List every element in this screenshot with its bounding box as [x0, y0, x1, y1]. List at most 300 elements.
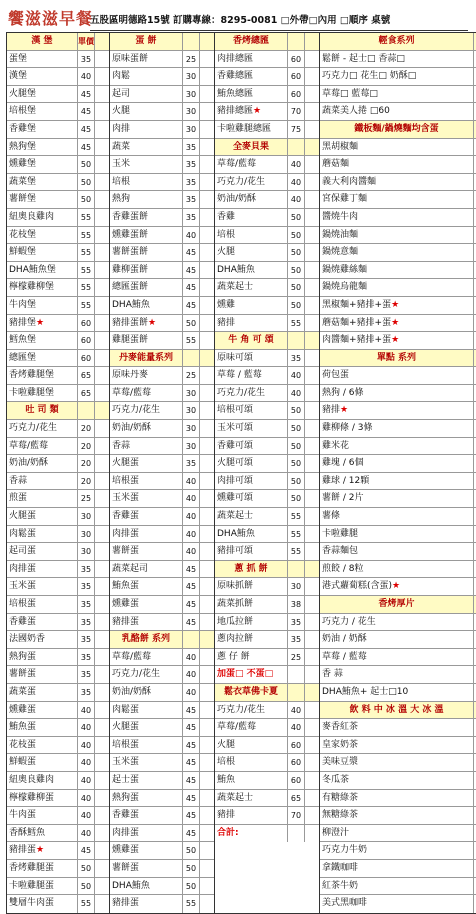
qty-box[interactable]	[199, 297, 214, 314]
menu-item	[7, 244, 109, 262]
qty-box[interactable]	[94, 649, 109, 666]
qty-box[interactable]	[94, 666, 109, 683]
qty-box[interactable]	[304, 385, 319, 402]
qty-box[interactable]	[94, 878, 109, 895]
item-price: 35	[182, 191, 199, 208]
qty-box[interactable]	[199, 666, 214, 683]
qty-box[interactable]	[94, 860, 109, 877]
item-name: 花枝堡	[9, 229, 37, 240]
item-name: 奶油/奶酥	[112, 423, 152, 434]
item-price: 55	[287, 543, 304, 560]
item-price: 60	[287, 754, 304, 771]
qty-box[interactable]	[94, 754, 109, 771]
qty-box[interactable]	[304, 526, 319, 543]
qty-box[interactable]	[304, 719, 319, 736]
qty-box[interactable]	[94, 209, 109, 226]
section-title: 香烤總匯	[232, 36, 269, 46]
qty-box[interactable]	[304, 737, 319, 754]
menu-item	[320, 490, 476, 508]
qty-box[interactable]	[94, 174, 109, 191]
qty-box[interactable]	[304, 227, 319, 244]
qty-box[interactable]	[94, 103, 109, 120]
item-price: 60	[287, 737, 304, 754]
qty-box[interactable]	[304, 614, 319, 631]
item-name: 醬燒牛肉	[322, 211, 359, 222]
item-name: 巧克力 / 花生	[322, 616, 376, 627]
qty-box[interactable]	[94, 51, 109, 68]
item-price: 35	[77, 684, 94, 701]
item-name: 草莓□ 藍莓□	[322, 88, 378, 99]
menu-item	[215, 420, 319, 438]
item-price: 40	[77, 719, 94, 736]
section-title: 飲 料 中 冰 溫 大 冰 溫	[349, 704, 444, 715]
qty-box[interactable]	[304, 51, 319, 68]
menu-item	[110, 156, 214, 174]
qty-box[interactable]	[199, 332, 214, 349]
qty-box[interactable]	[94, 737, 109, 754]
qty-box[interactable]	[304, 438, 319, 455]
item-price: 50	[287, 420, 304, 437]
qty-box[interactable]	[199, 209, 214, 226]
qty-box[interactable]	[94, 596, 109, 613]
qty-box[interactable]	[304, 508, 319, 525]
menu-item	[110, 490, 214, 508]
qty-box[interactable]	[94, 438, 109, 455]
qty-box[interactable]	[304, 191, 319, 208]
qty-box[interactable]	[94, 33, 109, 50]
qty-box[interactable]	[94, 156, 109, 173]
menu-item	[320, 367, 476, 385]
menu-item	[110, 297, 214, 315]
menu-item	[215, 455, 319, 473]
qty-box[interactable]	[304, 156, 319, 173]
item-name: 草莓 / 藍莓	[217, 370, 262, 381]
qty-box[interactable]	[199, 578, 214, 595]
qty-box[interactable]	[94, 350, 109, 367]
item-name: 紐奧良雞肉	[9, 774, 55, 785]
item-name: 香雞蛋	[9, 616, 37, 627]
qty-box[interactable]	[199, 315, 214, 332]
qty-box[interactable]	[199, 350, 214, 367]
qty-box[interactable]	[304, 33, 319, 50]
section-title: 香烤厚片	[378, 599, 415, 609]
qty-box[interactable]	[304, 543, 319, 560]
menu-item	[215, 631, 319, 649]
star-icon: ★	[36, 845, 45, 856]
menu-item	[320, 262, 476, 280]
item-name: 鍋燒意麵	[322, 247, 359, 258]
qty-box[interactable]	[304, 209, 319, 226]
item-price: 40	[287, 385, 304, 402]
qty-box[interactable]	[199, 526, 214, 543]
qty-box[interactable]	[94, 526, 109, 543]
item-name: 培根可頌	[217, 405, 254, 416]
menu-item	[215, 385, 319, 403]
qty-box[interactable]	[94, 772, 109, 789]
item-name: 紐奧良雞肉	[9, 211, 55, 222]
item-name: 宮保雞丁麵	[322, 194, 368, 205]
item-name: 火腿蛋	[112, 458, 140, 469]
menu-item	[320, 156, 476, 174]
qty-box[interactable]	[94, 262, 109, 279]
menu-item	[110, 578, 214, 596]
menu-item	[320, 614, 476, 632]
qty-box[interactable]	[199, 156, 214, 173]
qty-box[interactable]	[199, 227, 214, 244]
item-name: 薯餅蛋	[112, 862, 140, 873]
menu-item	[110, 772, 214, 790]
item-price: 35	[77, 649, 94, 666]
item-name: 肉鬆	[112, 71, 131, 82]
item-price: 35	[77, 578, 94, 595]
qty-box[interactable]	[94, 420, 109, 437]
qty-box[interactable]	[199, 438, 214, 455]
qty-box[interactable]	[304, 103, 319, 120]
item-name: 雞球 / 12顆	[322, 475, 370, 486]
item-name: 港式蘿蔔糕(含蛋)★	[322, 581, 401, 592]
qty-box[interactable]	[199, 191, 214, 208]
qty-box[interactable]	[199, 825, 214, 842]
menu-item	[320, 878, 476, 896]
item-name: 卡啦雞腿蛋	[9, 880, 55, 891]
item-name: 豬排蛋★	[9, 845, 45, 856]
qty-box[interactable]	[304, 631, 319, 648]
item-name: 香蒜	[9, 475, 28, 486]
qty-box[interactable]	[304, 772, 319, 789]
section-header	[110, 33, 214, 51]
qty-box[interactable]	[304, 367, 319, 384]
qty-box[interactable]	[94, 402, 109, 419]
item-price: 50	[287, 209, 304, 226]
menu-item	[110, 614, 214, 632]
section-title: 單點 系列	[376, 352, 417, 363]
qty-box[interactable]	[199, 455, 214, 472]
qty-box[interactable]	[304, 297, 319, 314]
item-price: 60	[287, 86, 304, 103]
item-name: 豬排蛋	[112, 616, 140, 627]
menu-item	[7, 807, 109, 825]
qty-box[interactable]	[94, 367, 109, 384]
section-note	[182, 631, 199, 648]
item-price: 45	[182, 702, 199, 719]
menu-item	[215, 825, 319, 843]
qty-box[interactable]	[199, 367, 214, 384]
qty-box[interactable]	[94, 139, 109, 156]
menu-item	[110, 596, 214, 614]
qty-box[interactable]	[304, 473, 319, 490]
menu-item	[110, 561, 214, 579]
qty-box[interactable]	[199, 51, 214, 68]
item-name: 香雞可頌	[217, 440, 254, 451]
item-name: 原味丹麥	[112, 370, 149, 381]
item-price: 50	[287, 262, 304, 279]
qty-box[interactable]	[94, 543, 109, 560]
item-price: 55	[287, 526, 304, 543]
item-price: 50	[77, 191, 94, 208]
qty-box[interactable]	[199, 807, 214, 824]
item-name: 起司蛋	[9, 546, 37, 557]
qty-box[interactable]	[94, 455, 109, 472]
qty-box[interactable]	[199, 860, 214, 877]
qty-box[interactable]	[94, 719, 109, 736]
qty-box[interactable]	[94, 508, 109, 525]
menu-item	[320, 666, 476, 684]
qty-box[interactable]	[94, 121, 109, 138]
qty-box[interactable]	[94, 227, 109, 244]
item-name: 鱈魚堡	[9, 335, 37, 346]
item-price: 55	[77, 244, 94, 261]
section-title: 蔥 抓 餅	[234, 563, 268, 574]
qty-box[interactable]	[304, 649, 319, 666]
menu-item	[7, 86, 109, 104]
menu-item	[7, 895, 109, 913]
item-price: 35	[182, 209, 199, 226]
menu-item	[320, 139, 476, 157]
menu-item	[110, 262, 214, 280]
item-name: 豬排	[217, 317, 236, 328]
menu-item	[7, 526, 109, 544]
qty-box[interactable]	[94, 895, 109, 913]
qty-box[interactable]	[199, 719, 214, 736]
item-price: 45	[182, 561, 199, 578]
qty-box[interactable]	[199, 543, 214, 560]
item-name: 檸檬雞柳蛋	[9, 792, 55, 803]
qty-box[interactable]	[94, 297, 109, 314]
qty-box[interactable]	[199, 68, 214, 85]
qty-box[interactable]	[199, 385, 214, 402]
qty-box[interactable]	[94, 842, 109, 859]
menu-item	[320, 526, 476, 544]
qty-box[interactable]	[199, 420, 214, 437]
qty-box[interactable]	[199, 684, 214, 701]
qty-box[interactable]	[304, 455, 319, 472]
menu-item	[215, 772, 319, 790]
item-name: DHA鮪魚	[217, 264, 255, 275]
qty-box[interactable]	[94, 244, 109, 261]
qty-box[interactable]	[304, 578, 319, 595]
qty-box[interactable]	[199, 508, 214, 525]
qty-box[interactable]	[304, 807, 319, 824]
item-price: 50	[287, 490, 304, 507]
item-name: 合計:	[217, 827, 239, 838]
section-title: 牛 角 可 頌	[228, 335, 274, 346]
qty-box[interactable]	[199, 561, 214, 578]
qty-box[interactable]	[199, 596, 214, 613]
menu-item	[110, 807, 214, 825]
qty-box[interactable]	[94, 68, 109, 85]
menu-item	[110, 209, 214, 227]
qty-box[interactable]	[94, 825, 109, 842]
qty-box[interactable]	[199, 614, 214, 631]
qty-box[interactable]	[94, 702, 109, 719]
qty-box[interactable]	[199, 473, 214, 490]
item-name: 燻雞	[217, 299, 236, 310]
qty-box[interactable]	[94, 561, 109, 578]
qty-box[interactable]	[94, 191, 109, 208]
menu-item	[215, 737, 319, 755]
item-name: 花枝蛋	[9, 739, 37, 750]
qty-box[interactable]	[94, 385, 109, 402]
qty-box[interactable]	[304, 825, 319, 843]
menu-item	[110, 508, 214, 526]
menu-item	[7, 596, 109, 614]
item-name: 熱狗堡	[9, 141, 37, 152]
item-name: 無糖綠茶	[322, 810, 359, 821]
qty-box[interactable]	[94, 490, 109, 507]
item-name: 香烤雞腿堡	[9, 370, 55, 381]
item-price: 30	[77, 508, 94, 525]
star-icon: ★	[391, 335, 400, 346]
item-price: 40	[287, 191, 304, 208]
qty-box[interactable]	[304, 279, 319, 296]
qty-box[interactable]	[304, 315, 319, 332]
menu-item	[320, 578, 476, 596]
item-price: 55	[77, 895, 94, 913]
item-name: 火腿	[112, 106, 131, 117]
qty-box[interactable]	[304, 754, 319, 771]
item-name: 荷包蛋	[322, 370, 350, 381]
qty-box[interactable]	[94, 86, 109, 103]
menu-item	[320, 68, 476, 86]
qty-box[interactable]	[94, 614, 109, 631]
qty-box[interactable]	[199, 649, 214, 666]
item-price: 60	[77, 332, 94, 349]
qty-box[interactable]	[199, 895, 214, 913]
item-price: 35	[287, 614, 304, 631]
qty-box[interactable]	[199, 139, 214, 156]
qty-box[interactable]	[199, 737, 214, 754]
qty-box[interactable]	[304, 666, 319, 683]
qty-box[interactable]	[304, 596, 319, 613]
qty-box[interactable]	[304, 402, 319, 419]
qty-box[interactable]	[304, 244, 319, 261]
qty-box[interactable]	[199, 842, 214, 859]
item-name: 培根蛋	[9, 599, 37, 609]
qty-box[interactable]	[304, 350, 319, 367]
qty-box[interactable]	[199, 262, 214, 279]
menu-item	[110, 878, 214, 896]
qty-box[interactable]	[304, 684, 319, 701]
item-price: 40	[77, 772, 94, 789]
qty-box[interactable]	[304, 121, 319, 138]
qty-box[interactable]	[304, 332, 319, 349]
item-name: 加蛋□ 不蛋□	[217, 669, 274, 680]
item-price: 45	[77, 86, 94, 103]
qty-box[interactable]	[94, 684, 109, 701]
qty-box[interactable]	[94, 332, 109, 349]
qty-box[interactable]	[304, 561, 319, 578]
qty-box[interactable]	[94, 578, 109, 595]
menu-item	[110, 543, 214, 561]
menu-item	[110, 438, 214, 456]
qty-box[interactable]	[94, 790, 109, 807]
qty-box[interactable]	[304, 139, 319, 156]
item-name: 煎蛋	[9, 493, 28, 504]
qty-box[interactable]	[304, 86, 319, 103]
menu-item	[320, 737, 476, 755]
item-price	[287, 825, 304, 843]
menu-item	[320, 402, 476, 420]
item-price: 60	[287, 68, 304, 85]
qty-box[interactable]	[304, 262, 319, 279]
qty-box[interactable]	[199, 103, 214, 120]
menu-item	[215, 473, 319, 491]
menu-item	[110, 684, 214, 702]
menu-item	[110, 842, 214, 860]
item-name: 玉米可頌	[217, 423, 254, 434]
qty-box[interactable]	[94, 279, 109, 296]
qty-box[interactable]	[94, 473, 109, 490]
menu-item	[7, 103, 109, 121]
item-price: 40	[182, 526, 199, 543]
qty-box[interactable]	[199, 174, 214, 191]
item-name: 燻雞可頌	[217, 493, 254, 504]
menu-item	[7, 262, 109, 280]
menu-item	[215, 121, 319, 139]
item-name: DHA鮪魚堡	[9, 264, 56, 275]
qty-box[interactable]	[304, 790, 319, 807]
qty-box[interactable]	[199, 402, 214, 419]
qty-box[interactable]	[199, 754, 214, 771]
menu-item	[7, 420, 109, 438]
qty-box[interactable]	[304, 174, 319, 191]
qty-box[interactable]	[304, 702, 319, 719]
qty-box[interactable]	[199, 279, 214, 296]
qty-box[interactable]	[94, 807, 109, 824]
menu-item	[110, 455, 214, 473]
item-price: 35	[182, 156, 199, 173]
section-title: 蛋 餅	[135, 36, 157, 46]
qty-box[interactable]	[304, 420, 319, 437]
qty-box[interactable]	[199, 772, 214, 789]
qty-box[interactable]	[199, 631, 214, 648]
qty-box[interactable]	[199, 878, 214, 895]
qty-box[interactable]	[304, 68, 319, 85]
item-name: 蔬菜	[112, 141, 131, 152]
item-name: 巧克力/花生	[217, 704, 266, 715]
qty-box[interactable]	[199, 86, 214, 103]
menu-item	[320, 561, 476, 579]
menu-item	[7, 209, 109, 227]
item-price: 20	[77, 420, 94, 437]
menu-column	[214, 32, 319, 914]
menu-item	[7, 455, 109, 473]
qty-box[interactable]	[94, 631, 109, 648]
item-name: 蔥 仔 餅	[217, 651, 250, 662]
section-title: 鬆衣草佛卡夏	[223, 686, 278, 697]
qty-box[interactable]	[199, 702, 214, 719]
qty-box[interactable]	[199, 121, 214, 138]
menu-item	[320, 244, 476, 262]
item-name: 蛋堡	[9, 53, 28, 64]
qty-box[interactable]	[94, 315, 109, 332]
item-price: 45	[182, 754, 199, 771]
menu-item	[320, 315, 476, 333]
item-name: 薯餅蛋餅	[112, 247, 149, 258]
qty-box[interactable]	[199, 490, 214, 507]
item-price: 30	[77, 543, 94, 560]
item-price: 50	[287, 279, 304, 296]
menu-item	[215, 297, 319, 315]
qty-box[interactable]	[199, 244, 214, 261]
menu-item	[320, 455, 476, 473]
menu-item	[110, 402, 214, 420]
menu-item	[215, 614, 319, 632]
item-price: 50	[182, 315, 199, 332]
qty-box[interactable]	[199, 790, 214, 807]
qty-box[interactable]	[199, 33, 214, 50]
qty-box[interactable]	[304, 490, 319, 507]
